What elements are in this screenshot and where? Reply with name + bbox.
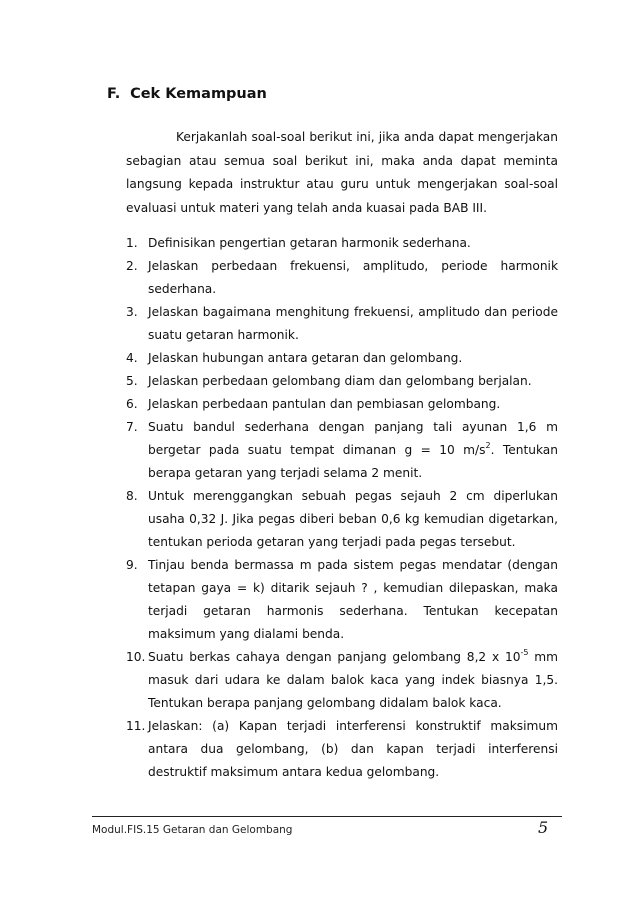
question-text: Jelaskan bagaimana menghitung frekuensi, amplitudo dan periode suatu getaran harmonik. <box>148 305 558 342</box>
question-text: Jelaskan hubungan antara getaran dan gelombang. <box>148 351 463 365</box>
question-text-b: . Tentukan berapa getaran yang terjadi selama 2 menit. <box>148 443 559 480</box>
question-text-b: mm masuk dari udara ke dalam balok kaca yang indek biasnya 1,5. Tentukan berapa panjang gelombang didalam balok kaca. <box>148 650 558 710</box>
question-text: Jelaskan perbedaan pantulan dan pembiasan gelombang. <box>148 397 501 411</box>
question-item <box>126 485 558 554</box>
section-title-text: Cek Kemampuan <box>130 86 267 102</box>
question-item <box>126 370 558 393</box>
question-number: 11. <box>126 719 146 733</box>
superscript: 2 <box>485 441 491 450</box>
page-number: 5 <box>538 818 549 837</box>
question-text: Jelaskan: (a) Kapan terjadi interferensi konstruktif maksimum antara dua gelombang, (b) dan kapan terjadi interferensi destruktif maksimum antara kedua gelombang. <box>148 719 558 779</box>
question-item <box>126 393 558 416</box>
section-title <box>107 86 267 102</box>
question-number: 6. <box>126 397 138 411</box>
question-item <box>126 232 558 255</box>
question-number: 4. <box>126 351 138 365</box>
question-number: 1. <box>126 236 138 250</box>
question-text-a: Suatu bandul sederhana dengan panjang tali ayunan 1,6 m bergetar pada suatu tempat dimanan g = 10 m/s <box>148 420 558 457</box>
question-text: Jelaskan perbedaan frekuensi, amplitudo, periode harmonik sederhana. <box>148 259 558 296</box>
question-item <box>126 255 558 301</box>
question-number: 8. <box>126 489 138 503</box>
question-number: 5. <box>126 374 138 388</box>
intro-text: Kerjakanlah soal-soal berikut ini, jika anda dapat mengerjakan sebagian atau semua soal berikut ini, maka anda dapat meminta langsung kepada instruktur atau guru untuk mengerjakan soal-soal evaluasi untuk materi yang telah anda kuasai pada BAB III. <box>126 130 558 215</box>
question-text: Untuk merenggangkan sebuah pegas sejauh 2 cm diperlukan usaha 0,32 J. Jika pegas diberi beban 0,6 kg kemudian digetarkan, tentukan perioda getaran yang terjadi pada pegas tersebut. <box>148 489 558 549</box>
question-number: 3. <box>126 305 138 319</box>
question-text: Definisikan pengertian getaran harmonik sederhana. <box>148 236 471 250</box>
question-item <box>126 347 558 370</box>
question-text: Jelaskan perbedaan gelombang diam dan gelombang berjalan. <box>148 374 532 388</box>
superscript: -5 <box>520 648 529 657</box>
question-item <box>126 416 558 485</box>
question-text: Tinjau benda bermassa m pada sistem pegas mendatar (dengan tetapan gaya = k) ditarik sejauh ? , kemudian dilepaskan, maka terjadi getaran harmonis sederhana. Tentukan kecepatan maksimum yang dialami benda. <box>148 558 558 641</box>
question-number: 2. <box>126 259 138 273</box>
intro-paragraph <box>126 126 558 220</box>
question-list <box>126 232 558 784</box>
footer-rule <box>92 816 562 817</box>
question-item <box>126 554 558 646</box>
question-item <box>126 301 558 347</box>
question-number: 10. <box>126 650 146 664</box>
question-item <box>126 715 558 784</box>
footer-module-name: Modul.FIS.15 Getaran dan Gelombang <box>92 824 293 836</box>
section-letter: F. <box>107 86 121 102</box>
question-text-a: Suatu berkas cahaya dengan panjang gelombang 8,2 x 10 <box>148 650 521 664</box>
question-number: 7. <box>126 420 138 434</box>
question-item <box>126 646 558 715</box>
question-number: 9. <box>126 558 138 572</box>
